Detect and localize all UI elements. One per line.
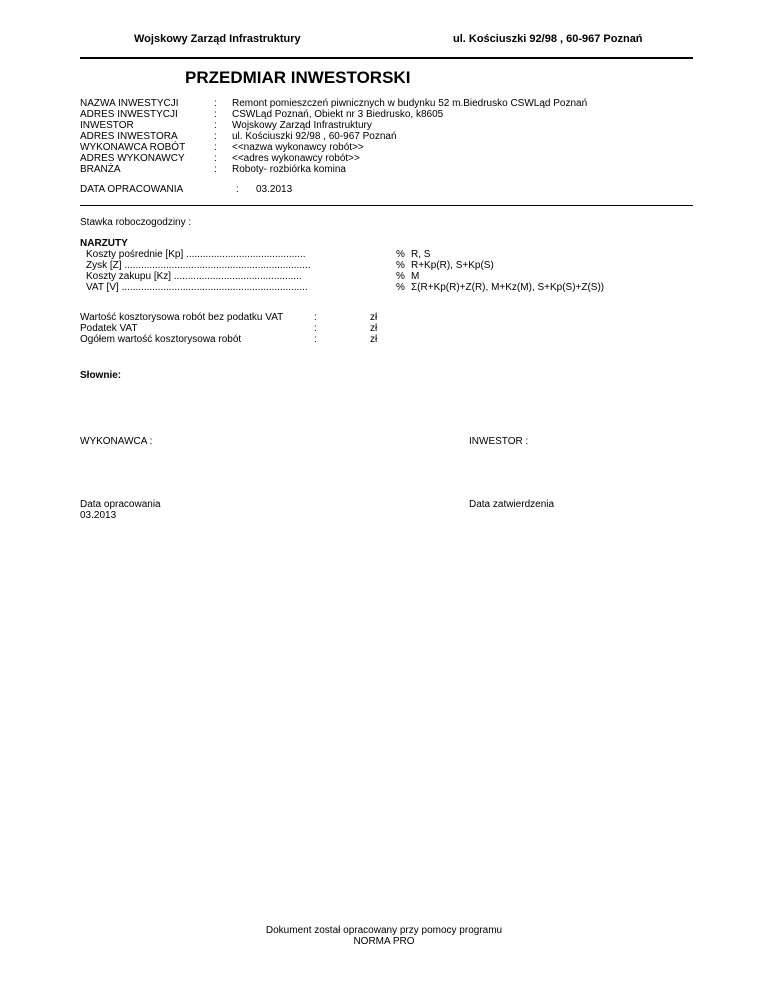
info-label: INWESTOR: [80, 120, 134, 131]
narzut-label: Zysk [Z] ...................................................................: [86, 260, 311, 271]
narzut-unit: %: [396, 271, 405, 282]
info-label: BRANŻA: [80, 164, 121, 175]
footer-line-2: NORMA PRO: [353, 936, 415, 947]
info-value: <<adres wykonawcy robót>>: [232, 153, 360, 164]
narzut-label: VAT [V] ...................................................................: [86, 282, 308, 293]
info-labels: [80, 98, 185, 175]
header-right: ul. Kościuszki 92/98 , 60-967 Poznań: [453, 33, 643, 45]
slownie-label: Słownie:: [80, 370, 122, 381]
date-value: 03.2013: [256, 184, 293, 195]
narzut-unit: %: [396, 249, 405, 260]
narzut-unit: %: [396, 282, 405, 293]
total-label: Ogółem wartość kosztorysowa robót: [80, 334, 242, 345]
totals-colons: [314, 312, 317, 345]
totals-units: [370, 312, 377, 345]
colon: :: [314, 323, 317, 334]
narzut-label: Koszty pośrednie [Kp] ...........................................: [86, 249, 306, 260]
colon: :: [214, 142, 217, 153]
info-label: ADRES INWESTYCJI: [80, 109, 178, 120]
data-zatwierdzenia-label: Data zatwierdzenia: [469, 499, 555, 510]
colon: :: [214, 120, 217, 131]
colon: :: [236, 184, 239, 195]
header-divider: [80, 57, 693, 59]
info-label: ADRES WYKONAWCY: [80, 153, 185, 164]
info-value: Remont pomieszczeń piwnicznych w budynku 52 m.Biedrusko CSWLąd Poznań: [232, 98, 588, 109]
narzut-label: Koszty zakupu [Kz] ..............................................: [86, 271, 302, 282]
header-left: Wojskowy Zarząd Infrastruktury: [134, 33, 301, 45]
narzut-formula: R+Kp(R), S+Kp(S): [411, 260, 494, 271]
footer-line-1: Dokument został opracowany przy pomocy programu: [265, 925, 503, 936]
narzuty-units: [396, 249, 405, 293]
totals-labels: [80, 312, 283, 345]
colon: :: [214, 109, 217, 120]
data-opracowania-label: Data opracowania: [80, 499, 161, 510]
date-label: DATA OPRACOWANIA: [80, 184, 184, 195]
stawka-label: Stawka roboczogodziny :: [80, 217, 192, 228]
total-label: Wartość kosztorysowa robót bez podatku VAT: [80, 312, 284, 323]
info-values: [232, 98, 587, 175]
info-label: ADRES INWESTORA: [80, 131, 178, 142]
info-label: NAZWA INWESTYCJI: [80, 98, 179, 109]
info-label: WYKONAWCA ROBÓT: [80, 142, 186, 153]
info-divider: [80, 205, 693, 206]
colon: :: [214, 131, 217, 142]
page-title: PRZEDMIAR INWESTORSKI: [185, 68, 411, 87]
total-unit: zł: [370, 312, 378, 323]
footer: [0, 925, 768, 947]
narzut-unit: %: [396, 260, 405, 271]
colon: :: [214, 153, 217, 164]
info-value: CSWLąd Poznań, Obiekt nr 3 Biedrusko, k8605: [232, 109, 444, 120]
total-unit: zł: [370, 334, 378, 345]
narzut-formula: Σ(R+Kp(R)+Z(R), M+Kz(M), S+Kp(S)+Z(S)): [411, 282, 605, 293]
total-unit: zł: [370, 323, 378, 334]
data-opracowania-value: 03.2013: [80, 510, 117, 521]
info-colons: [214, 98, 217, 175]
narzuty-formulas: [411, 249, 604, 293]
wykonawca-label: WYKONAWCA :: [80, 436, 153, 447]
info-value: <<nazwa wykonawcy robót>>: [232, 142, 364, 153]
total-label: Podatek VAT: [80, 323, 138, 334]
narzut-formula: R, S: [411, 249, 431, 260]
colon: :: [214, 98, 217, 109]
info-value: ul. Kościuszki 92/98 , 60-967 Poznań: [232, 131, 397, 142]
info-value: Roboty- rozbiórka komina: [232, 164, 346, 175]
inwestor-label: INWESTOR :: [469, 436, 529, 447]
narzut-formula: M: [411, 271, 420, 282]
colon: :: [314, 312, 317, 323]
info-value: Wojskowy Zarząd Infrastruktury: [232, 120, 372, 131]
colon: :: [314, 334, 317, 345]
narzuty-labels: [86, 249, 310, 293]
data-opracowania: [80, 499, 161, 521]
narzuty-heading: NARZUTY: [80, 238, 128, 249]
colon: :: [214, 164, 217, 175]
